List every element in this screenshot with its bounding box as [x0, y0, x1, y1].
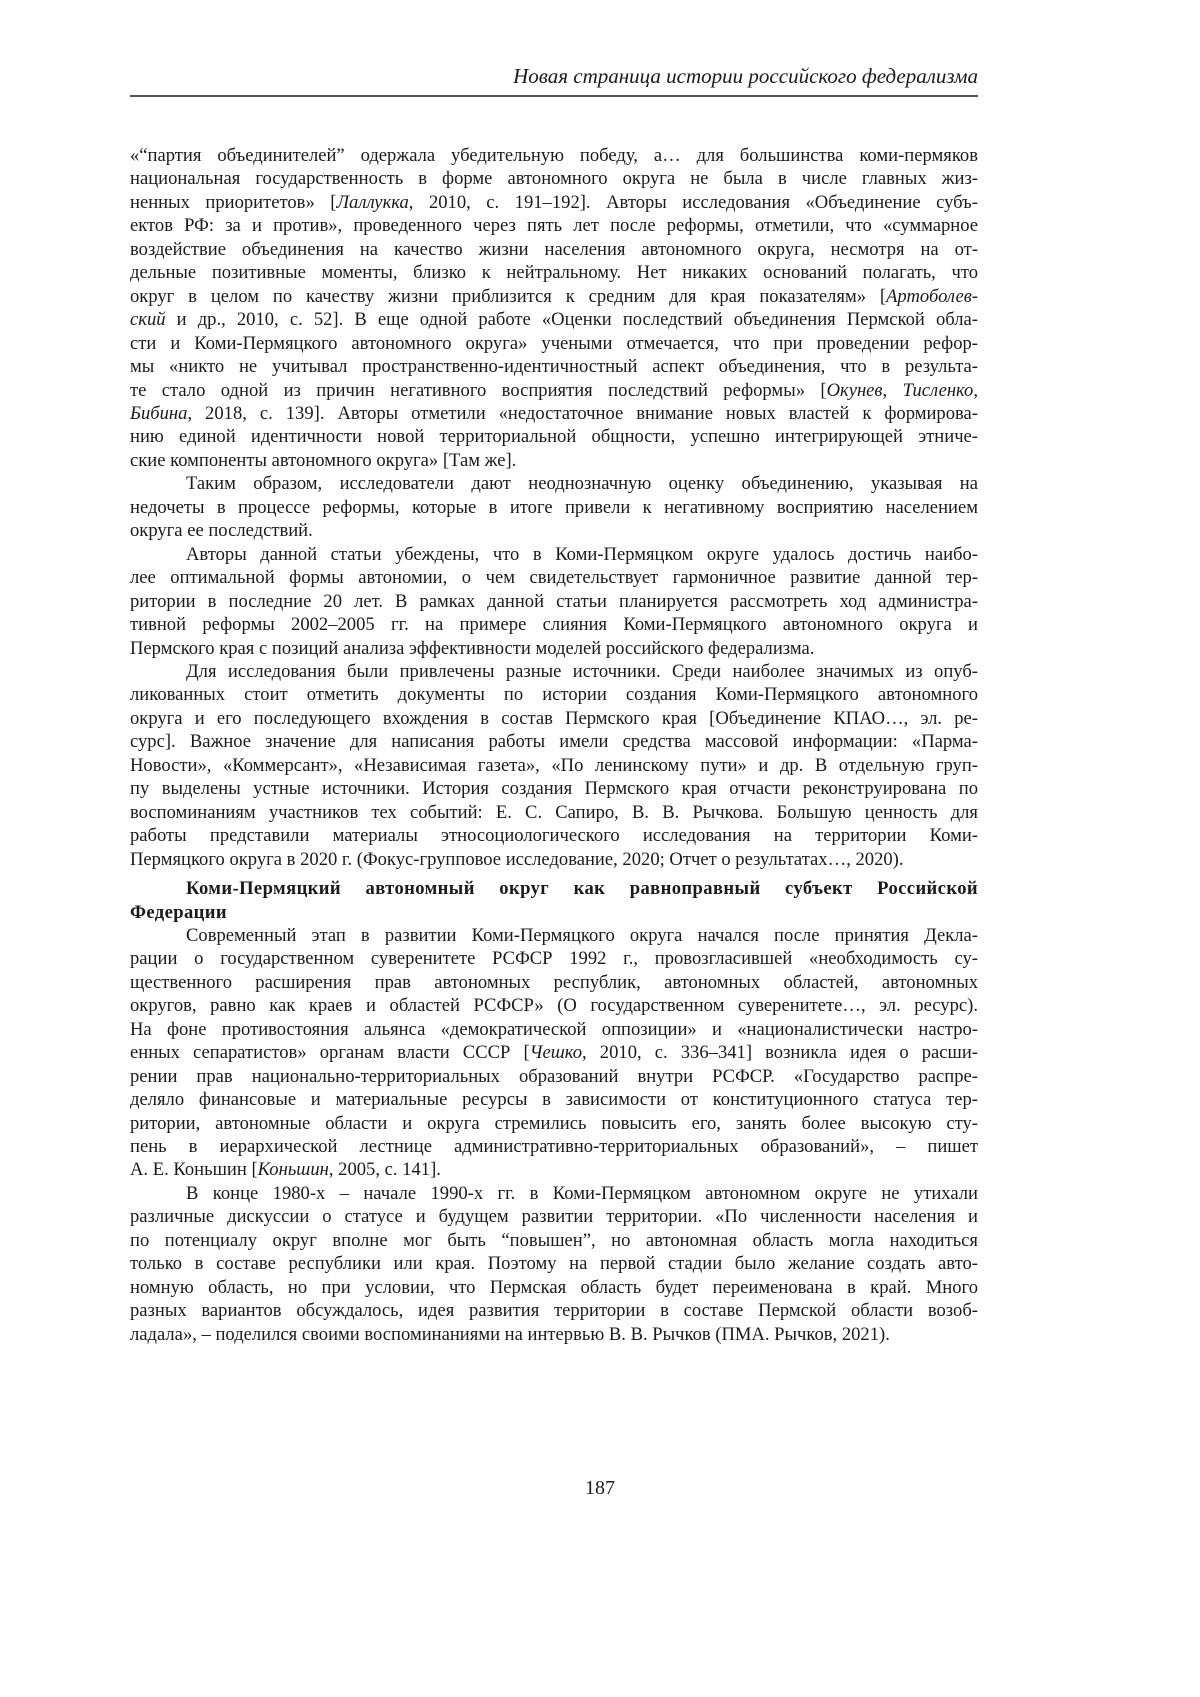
text-line: [130, 472, 978, 495]
text-line: [130, 355, 978, 378]
text-segment: пень в иерархической лестнице административно-территориальных образований», – пишет: [130, 1136, 978, 1157]
text-segment: недочеты в процессе реформы, которые в итоге привели к негативному восприятию населением: [130, 497, 978, 518]
text-line: [130, 167, 978, 190]
text-line: [130, 566, 978, 589]
paragraph: [130, 1182, 978, 1346]
text-line: [130, 543, 978, 566]
citation-author: Чешко: [530, 1042, 582, 1063]
text-segment: округа ее последствий.: [130, 520, 313, 541]
text-line: [130, 730, 978, 753]
text-segment: Для исследования были привлечены разные источники. Среди наиболее значимых из опуб-: [186, 661, 978, 682]
text-segment: Авторы данной статьи убеждены, что в Коми-Пермяцком округе удалось достичь наибо-: [186, 544, 978, 565]
text-segment: Коми-Пермяцкий автономный округ как равноправный субъект Российской: [186, 878, 978, 899]
paragraph: [130, 472, 978, 542]
text-segment: А. Е. Коньшин [: [130, 1159, 258, 1180]
paragraph: [130, 924, 978, 1182]
text-line: [130, 449, 978, 472]
text-segment: округа и его последующего вхождения в состав Пермского края [Объединение КПАО…, эл. ре-: [130, 708, 978, 729]
text-segment: сурс]. Важное значение для написания работы имели средства массовой информации: «Парма-: [130, 731, 978, 752]
text-line: [130, 994, 978, 1017]
article-body: [130, 144, 978, 1346]
citation-author: Окунев: [827, 380, 883, 401]
text-segment: работы представили материалы этносоциологического исследования на территории Коми-: [130, 825, 978, 846]
text-segment: Пермяцкого округа в 2020 г. (Фокус-групповое исследование, 2020; Отчет о результатах…, 2020).: [130, 849, 904, 870]
text-line: [130, 308, 978, 331]
text-line: [130, 1252, 978, 1275]
text-line: [130, 1135, 978, 1158]
text-segment: дельные позитивные моменты, близко к нейтральному. Нет никаких оснований полагать, что: [130, 262, 978, 283]
text-segment: , 2010, с. 191–192]. Авторы исследования «Объединение субъ-: [409, 192, 978, 213]
text-segment: ритории, автономные области и округа стремились повысить его, занять более высокую сту-: [130, 1113, 978, 1134]
text-line: [130, 801, 978, 824]
text-segment: Новости», «Коммерсант», «Независимая газета», «По ленинскому пути» и др. В отдельную груп-: [130, 755, 978, 776]
text-segment: ектов РФ: за и против», проведенного через пять лет после реформы, отметили, что «суммарное: [130, 215, 978, 236]
text-line: [130, 1041, 978, 1064]
text-segment: ненных приоритетов» [: [130, 192, 336, 213]
text-segment: округов, равно как краев и областей РСФСР» (О государственном суверенитете…, эл. ресурс).: [130, 995, 978, 1016]
text-segment: ские компоненты автономного округа» [Там же].: [130, 450, 516, 471]
citation-author: Артоболев-: [886, 286, 978, 307]
paragraph: [130, 660, 978, 871]
text-segment: те стало одной из причин негативного восприятия последствий реформы» [: [130, 380, 827, 401]
text-segment: щественного расширения прав автономных республик, автономных областей, автономных: [130, 972, 978, 993]
text-segment: различные дискуссии о статусе и будущем развитии территории. «По численности населения и: [130, 1206, 978, 1227]
text-line: [130, 848, 978, 871]
text-line: [130, 707, 978, 730]
text-segment: Федерации: [130, 902, 227, 923]
text-line: [130, 901, 978, 924]
text-segment: национальная государственность в форме автономного округа не была в числе главных жиз-: [130, 168, 978, 189]
citation-author: ский: [130, 309, 166, 330]
running-header: Новая страница истории российского федерализма: [130, 64, 978, 89]
text-line: [130, 1299, 978, 1322]
text-segment: воздействие объединения на качество жизни населения автономного округа, несмотря на от-: [130, 239, 978, 260]
text-line: [130, 1065, 978, 1088]
text-segment: ликованных стоит отметить документы по истории создания Коми-Пермяцкого автономного: [130, 684, 978, 705]
text-line: [130, 1018, 978, 1041]
text-segment: округ в целом по качеству жизни приблизится к средним для края показателям» [: [130, 286, 886, 307]
text-segment: Таким образом, исследователи дают неоднозначную оценку объединению, указывая на: [186, 473, 978, 494]
text-segment: , 2018, с. 139]. Авторы отметили «недостаточное внимание новых властей к формирова-: [187, 403, 978, 424]
text-segment: «“партия объединителей” одержала убедительную победу, а… для большинства коми-пермяков: [130, 145, 978, 166]
text-line: [130, 519, 978, 542]
text-line: [130, 1088, 978, 1111]
text-line: [130, 754, 978, 777]
text-segment: рении прав национально-территориальных образований внутри РСФСР. «Государство распре-: [130, 1066, 978, 1087]
section-heading: [130, 877, 978, 924]
text-segment: рации о государственном суверенитете РСФСР 1992 г., провозгласившей «необходимость су-: [130, 948, 978, 969]
text-line: [130, 1158, 978, 1181]
text-segment: по потенциалу округ вполне мог быть “повышен”, но автономная область могла находиться: [130, 1230, 978, 1251]
text-line: [130, 660, 978, 683]
text-line: [130, 496, 978, 519]
text-line: [130, 971, 978, 994]
text-line: [130, 1112, 978, 1135]
text-line: [130, 261, 978, 284]
text-segment: На фоне противостояния альянса «демократической оппозиции» и «националистически настро-: [130, 1019, 978, 1040]
text-segment: и др., 2010, с. 52]. В еще одной работе «Оценки последствий объединения Пермской обла-: [166, 309, 978, 330]
text-line: [130, 1229, 978, 1252]
text-segment: нию единой идентичности новой территориальной общности, успешно интегрирующей этниче-: [130, 426, 978, 447]
text-segment: , 2010, с. 336–341] возникла идея о расши-: [582, 1042, 978, 1063]
text-segment: мы «никто не учитывал пространственно-идентичностный аспект объединения, что в результа-: [130, 356, 978, 377]
text-line: [130, 332, 978, 355]
text-line: [130, 402, 978, 425]
paragraph: [130, 144, 978, 472]
text-segment: сти и Коми-Пермяцкого автономного округа» учеными отмечается, что при проведении рефор-: [130, 333, 978, 354]
text-line: [130, 613, 978, 636]
citation-author: Тисленко: [903, 380, 974, 401]
page-number: 187: [0, 1477, 1200, 1500]
paragraph: [130, 543, 978, 660]
text-line: [130, 191, 978, 214]
text-segment: воспоминаниям участников тех событий: Е. С. Сапиро, В. В. Рычкова. Большую ценность для: [130, 802, 978, 823]
text-segment: разных вариантов обсуждалось, идея развития территории в составе Пермской области возоб-: [130, 1300, 978, 1321]
text-segment: тивной реформы 2002–2005 гг. на примере слияния Коми-Пермяцкого автономного округа и: [130, 614, 978, 635]
text-line: [130, 379, 978, 402]
text-segment: лее оптимальной формы автономии, о чем свидетельствует гармоничное развитие данной тер-: [130, 567, 978, 588]
text-line: [130, 947, 978, 970]
text-segment: деляло финансовые и материальные ресурсы в зависимости от конституционного статуса тер-: [130, 1089, 978, 1110]
text-line: [130, 924, 978, 947]
text-line: [130, 144, 978, 167]
header-rule: [130, 95, 978, 97]
text-segment: Пермского края с позиций анализа эффективности моделей российского федерализма.: [130, 638, 814, 659]
text-segment: ритории в последние 20 лет. В рамках данной статьи планируется рассмотреть ход администра-: [130, 591, 978, 612]
citation-author: Бибина: [130, 403, 187, 424]
text-line: [130, 590, 978, 613]
text-segment: только в составе республики или края. Поэтому на первой стадии было желание создать авто-: [130, 1253, 978, 1274]
text-segment: ,: [883, 380, 903, 401]
text-line: [130, 824, 978, 847]
text-line: [130, 1276, 978, 1299]
text-segment: енных сепаратистов» органам власти СССР [: [130, 1042, 530, 1063]
text-line: [130, 683, 978, 706]
text-segment: номную область, но при условии, что Пермская область будет переименована в край. Много: [130, 1277, 978, 1298]
text-segment: ладала», – поделился своими воспоминаниями на интервью В. В. Рычков (ПМА. Рычков, 2021).: [130, 1324, 890, 1345]
text-segment: , 2005, с. 141].: [329, 1159, 441, 1180]
text-line: [130, 425, 978, 448]
text-line: [130, 877, 978, 900]
citation-author: Лаллукка: [336, 192, 408, 213]
text-line: [130, 1205, 978, 1228]
text-line: [130, 777, 978, 800]
text-line: [130, 1323, 978, 1346]
text-line: [130, 214, 978, 237]
text-line: [130, 637, 978, 660]
text-segment: пу выделены устные источники. История создания Пермского края отчасти реконструирована по: [130, 778, 978, 799]
text-segment: Современный этап в развитии Коми-Пермяцкого округа начался после принятия Декла-: [186, 925, 978, 946]
citation-author: Коньшин: [258, 1159, 329, 1180]
text-segment: ,: [973, 380, 978, 401]
text-segment: В конце 1980-х – начале 1990-х гг. в Коми-Пермяцком автономном округе не утихали: [186, 1183, 978, 1204]
text-line: [130, 238, 978, 261]
text-line: [130, 285, 978, 308]
text-line: [130, 1182, 978, 1205]
